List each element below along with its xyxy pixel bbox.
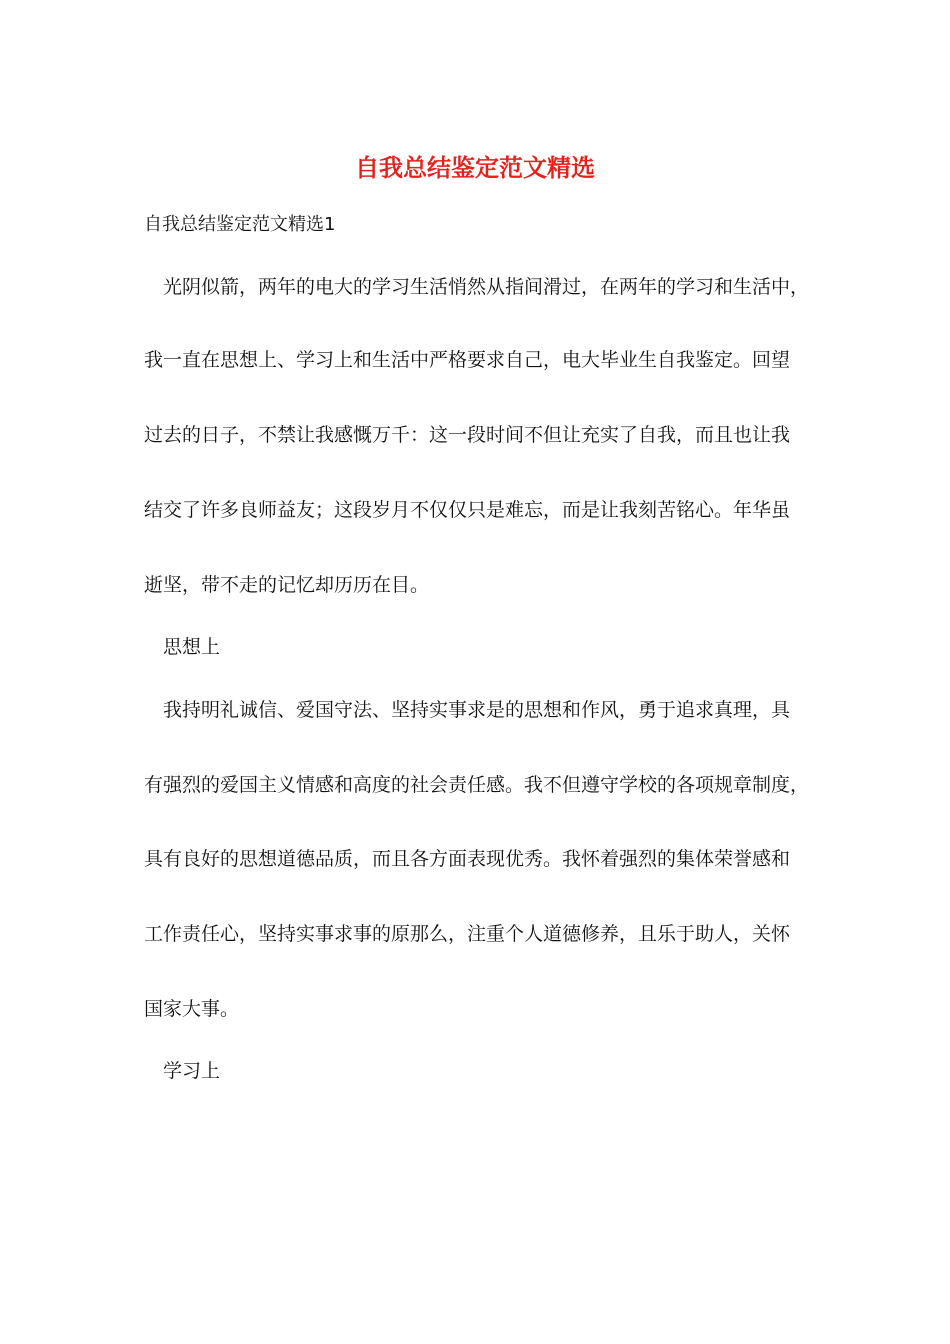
paragraph-line: 结交了许多良师益友；这段岁月不仅仅只是难忘，而是让我刻苦铭心。年华虽: [144, 499, 791, 521]
paragraph-line: 有强烈的爱国主义情感和高度的社会责任感。我不但遵守学校的各项规章制度，: [144, 774, 810, 796]
paragraph-line: 国家大事。: [144, 998, 240, 1020]
paragraph-line: 工作责任心，坚持实事求事的原那么，注重个人道德修养，且乐于助人，关怀: [144, 923, 791, 945]
section-heading: 思想上: [163, 636, 221, 658]
paragraph-line: 我持明礼诚信、爱国守法、坚持实事求是的思想和作风，勇于追求真理，具: [163, 699, 791, 721]
section-heading: 学习上: [163, 1060, 221, 1082]
paragraph-line: 光阴似箭，两年的电大的学习生活悄然从指间滑过，在两年的学习和生活中，: [163, 276, 810, 298]
paragraph-line: 逝坚，带不走的记忆却历历在目。: [144, 574, 430, 596]
paragraph-line: 具有良好的思想道德品质，而且各方面表现优秀。我怀着强烈的集体荣誉感和: [144, 848, 791, 870]
document-title: 自我总结鉴定范文精选: [355, 153, 595, 182]
document-subtitle: 自我总结鉴定范文精选1: [144, 214, 336, 235]
paragraph-line: 过去的日子，不禁让我感慨万千：这一段时间不但让充实了自我，而且也让我: [144, 424, 791, 446]
paragraph-line: 我一直在思想上、学习上和生活中严格要求自己，电大毕业生自我鉴定。回望: [144, 349, 791, 371]
